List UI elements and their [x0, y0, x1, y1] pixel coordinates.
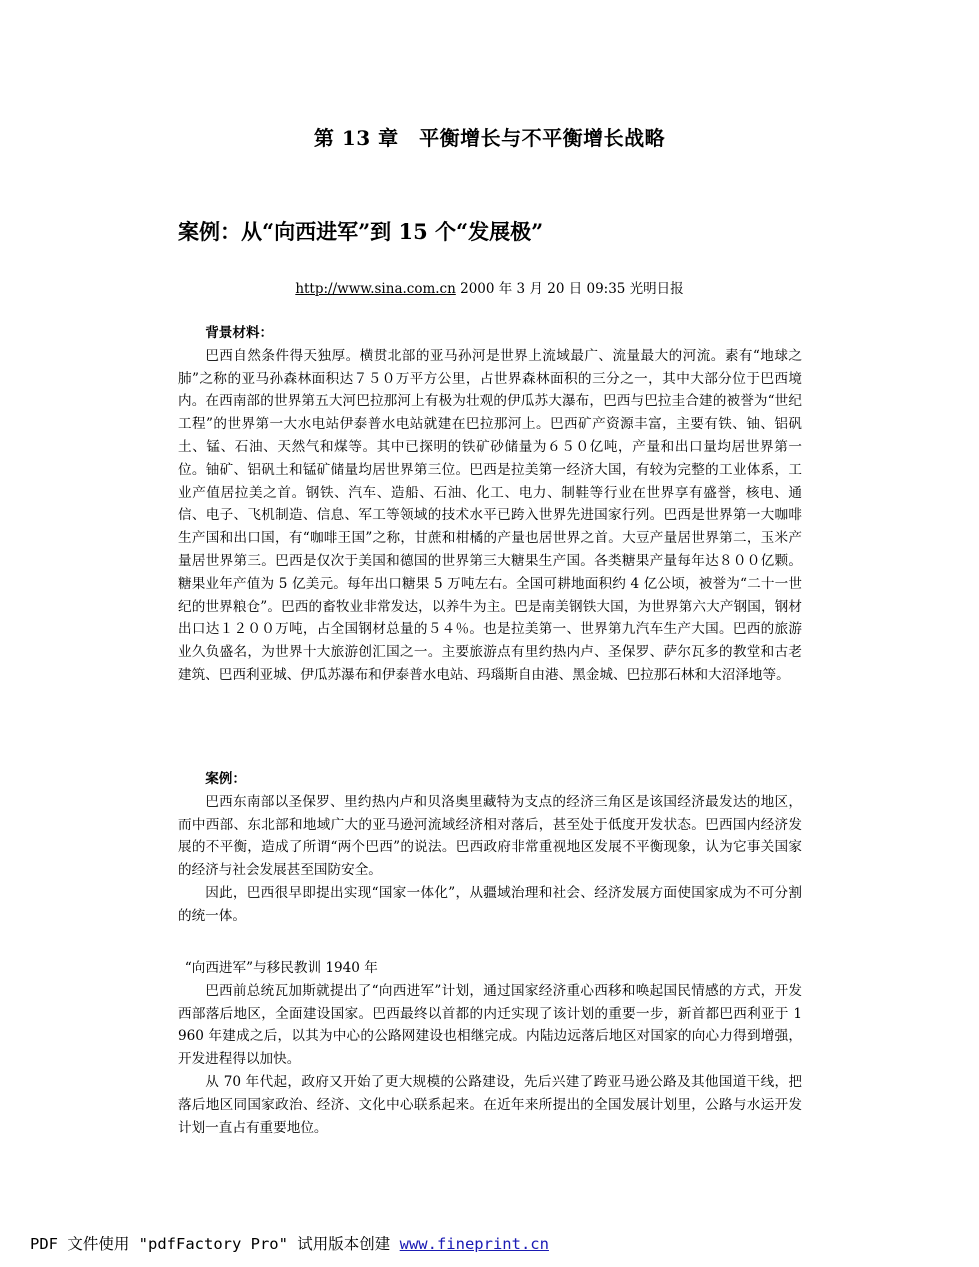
background-label: 背景材料： [205, 325, 274, 341]
source-link[interactable]: http://www.sina.com.cn [295, 281, 456, 297]
case-paragraph-1: 巴西东南部以圣保罗、里约热内卢和贝洛奥里藏特为支点的经济三角区是该国经济最发达的地区，而中西部、东北部和地域广大的亚马逊河流域经济相对落后，甚至处于低度开发状态。巴西国内经济发展的不平衡，造成了所谓“两个巴西”的说法。巴西政府非常重视地区发展不平衡现象，认为它事关国家的经济与社会发展甚至国防安全。 [178, 793, 802, 879]
westward-paragraph-2: 从 70 年代起，政府又开始了更大规模的公路建设，先后兴建了跨亚马逊公路及其他国道干线，把落后地区同国家政治、经济、文化中心联系起来。在近年来所提出的全国发展计划里，公路与水运开发计划一直占有重要地位。 [178, 1073, 802, 1136]
source-date-publisher: 2000 年 3 月 20 日 09:35 光明日报 [455, 281, 684, 297]
case-label: 案例： [205, 771, 246, 787]
westward-paragraph-1: 巴西前总统瓦加斯就提出了“向西进军”计划，通过国家经济重心西移和唤起国民情感的方式，开发西部落后地区，全面建设国家。巴西最终以首都的内迁实现了该计划的重要一步，新首都巴西利亚于 1 960 年建成之后，以其为中心的公路网建设也相继完成。内陆边远落后地区对国家的向心力得到增强，开发进程得以加快。 [178, 982, 802, 1068]
background-section [178, 322, 802, 687]
case-title: 案例：从“向西进军”到 15 个“发展极” [178, 219, 544, 244]
westward-heading: “向西进军”与移民教训 1940 年 [184, 960, 378, 976]
source-line [0, 277, 979, 297]
case-paragraph-2: 因此，巴西很早即提出实现“国家一体化”，从疆域治理和社会、经济发展方面使国家成为不可分割的统一体。 [178, 884, 802, 924]
westward-section [178, 957, 802, 1139]
footer-link[interactable]: www.fineprint.cn [399, 1235, 549, 1253]
chapter-title: 第 13 章 平衡增长与不平衡增长战略 [313, 126, 666, 150]
pdf-footer [30, 1232, 549, 1254]
case-section [178, 768, 802, 928]
footer-text: PDF 文件使用 "pdfFactory Pro" 试用版本创建 [30, 1235, 400, 1253]
background-paragraph: 巴西自然条件得天独厚。横贯北部的亚马孙河是世界上流域最广、流量最大的河流。素有“地球之肺”之称的亚马孙森林面积达７５０万平方公里，占世界森林面积的三分之一，其中大部分位于巴西境内。在西南部的世界第五大河巴拉那河上有极为壮观的伊瓜苏大瀑布，巴西与巴拉圭合建的被誉为“世纪工程”的世界第一大水电站伊泰普水电站就建在巴拉那河上。巴西矿产资源丰富，主要有铁、铀、铝矾土、锰、石油、天然气和煤等。其中已探明的铁矿砂储量为６５０亿吨，产量和出口量均居世界第一位。铀矿、铝矾土和锰矿储量均居世界第三位。巴西是拉美第一经济大国，有较为完整的工业体系，工业产值居拉美之首。钢铁、汽车、造船、石油、化工、电力、制鞋等行业在世界享有盛誉，核电、通信、电子、飞机制造、信息、军工等领域的技术水平已跨入世界先进国家行列。巴西是世界第一大咖啡生产国和出口国，有“咖啡王国”之称，甘蔗和柑橘的产量也居世界之首。大豆产量居世界第二，玉米产量居世界第三。巴西是仅次于美国和德国的世界第三大糖果生产国。各类糖果产量每年达８００亿颗。糖果业年产值为 5 亿美元。每年出口糖果 5 万吨左右。全国可耕地面积约 4 亿公顷，被誉为“二十一世纪的世界粮仓”。巴西的畜牧业非常发达，以养牛为主。巴是南美钢铁大国，为世界第六大产钢国，钢材出口达１２００万吨，占全国钢材总量的５４％。也是拉美第一、世界第九汽车生产大国。巴西的旅游业久负盛名，为世界十大旅游创汇国之一。主要旅游点有里约热内卢、圣保罗、萨尔瓦多的教堂和古老建筑、巴西利亚城、伊瓜苏瀑布和伊泰普水电站、玛瑙斯自由港、黑金城、巴拉那石林和大沼泽地等。 [178, 347, 802, 683]
